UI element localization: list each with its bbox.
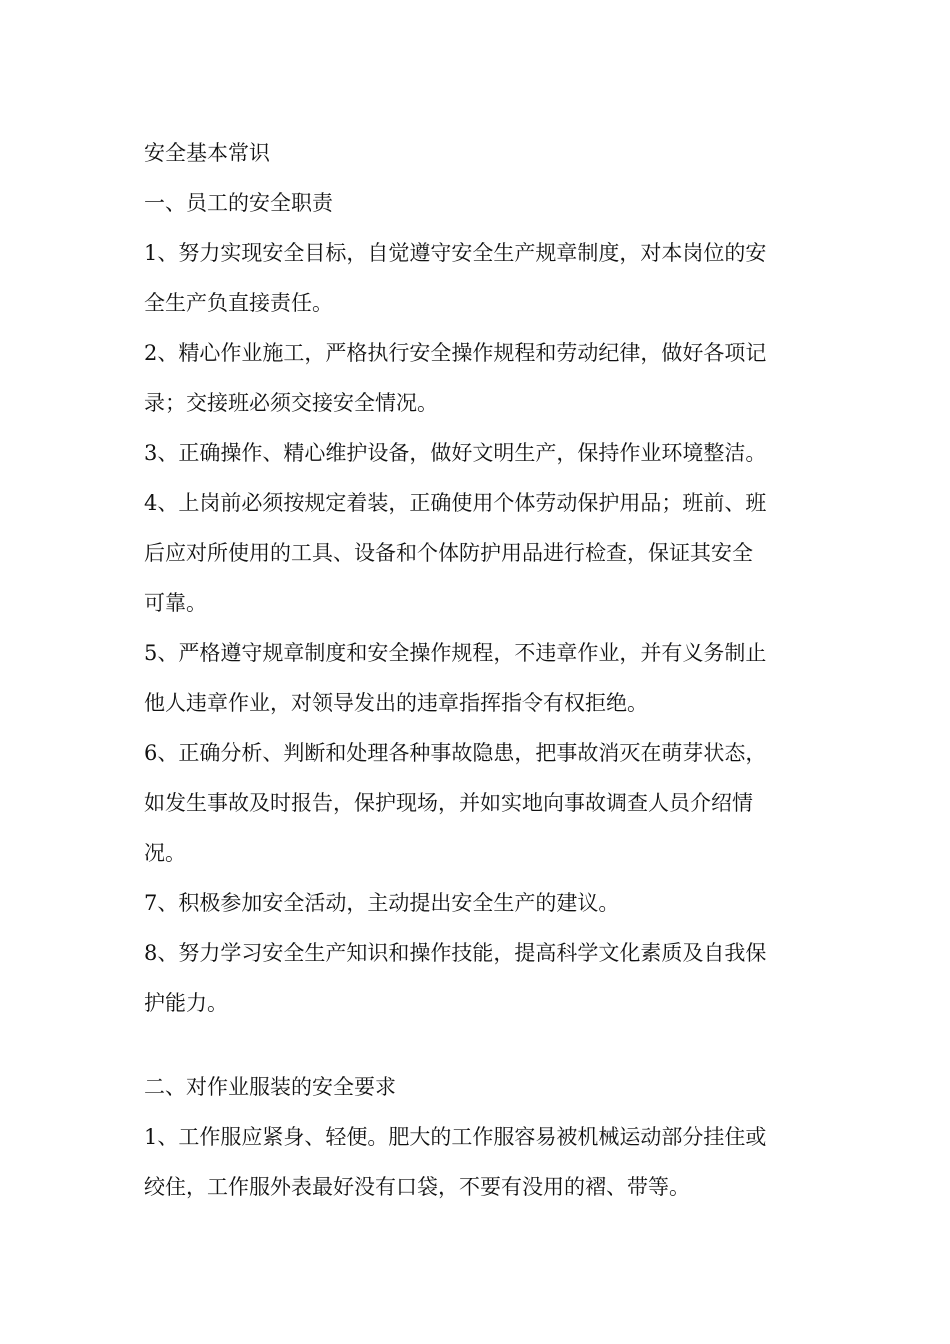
paragraph-line: 如发生事故及时报告，保护现场，并如实地向事故调查人员介绍情 — [144, 791, 753, 815]
section-heading-clothing: 二、对作业服装的安全要求 — [144, 1075, 396, 1099]
paragraph-line: 3、正确操作、精心维护设备，做好文明生产，保持作业环境整洁。 — [144, 441, 767, 465]
paragraph-line: 7、积极参加安全活动，主动提出安全生产的建议。 — [144, 891, 620, 915]
paragraph-line: 8、努力学习安全生产知识和操作技能，提高科学文化素质及自我保 — [144, 941, 767, 965]
list-item — [144, 1112, 808, 1212]
paragraph-line: 1、努力实现安全目标，自觉遵守安全生产规章制度，对本岗位的安 — [144, 241, 767, 265]
list-item — [144, 328, 808, 428]
list-item — [144, 628, 808, 728]
paragraph-line: 绞住，工作服外表最好没有口袋，不要有没用的褶、带等。 — [144, 1175, 690, 1199]
paragraph-line: 录；交接班必须交接安全情况。 — [144, 391, 438, 415]
list-item — [144, 478, 808, 628]
paragraph-line: 5、严格遵守规章制度和安全操作规程，不违章作业，并有义务制止 — [144, 641, 767, 665]
section-heading-duties: 一、员工的安全职责 — [144, 191, 333, 215]
paragraph-line: 1、工作服应紧身、轻便。肥大的工作服容易被机械运动部分挂住或 — [144, 1125, 767, 1149]
paragraph-line: 6、正确分析、判断和处理各种事故隐患，把事故消灭在萌芽状态， — [144, 741, 767, 765]
paragraph-line: 他人违章作业，对领导发出的违章指挥指令有权拒绝。 — [144, 691, 648, 715]
paragraph-line: 护能力。 — [144, 991, 228, 1015]
paragraph-line: 2、精心作业施工，严格执行安全操作规程和劳动纪律，做好各项记 — [144, 341, 767, 365]
section-spacer — [144, 1028, 808, 1062]
list-item — [144, 928, 808, 1028]
list-item — [144, 878, 808, 928]
list-item — [144, 428, 808, 478]
paragraph-line: 后应对所使用的工具、设备和个体防护用品进行检查，保证其安全 — [144, 541, 753, 565]
paragraph-line: 全生产负直接责任。 — [144, 291, 333, 315]
paragraph-line: 可靠。 — [144, 591, 207, 615]
list-item — [144, 728, 808, 878]
paragraph-line: 况。 — [144, 841, 186, 865]
list-item — [144, 228, 808, 328]
document-page — [144, 128, 808, 1212]
document-title: 安全基本常识 — [144, 141, 270, 165]
paragraph-line: 4、上岗前必须按规定着装，正确使用个体劳动保护用品；班前、班 — [144, 491, 767, 515]
